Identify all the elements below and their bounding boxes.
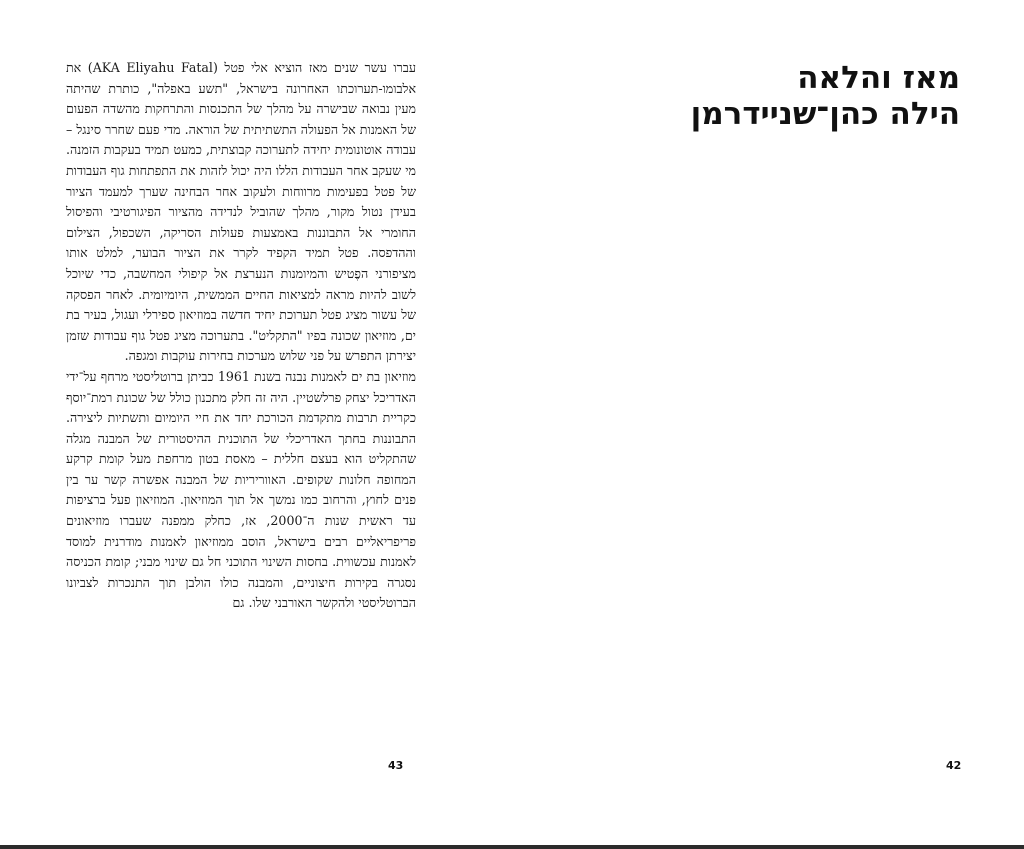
paragraph: עברו עשר שנים מאז הוציא אלי פטל (AKA Eliyahu Fatal) את אלבומו-תערוכתו האחרונה בישראל, "תשע באפלה", כותרת שהיתה מעין נבואה שבישרה על מהלך של התכנסות והתרחקות מהשדה הפעום של האמנות אל הפעולה התשתיתית של הוראה. מדי פעם שחרר סינגל – עבודה אוטונומית יחידה לתערוכה קבוצתית, כמעט תמיד בעקבות הזמנה. מי שעקב אחר העבודות הללו היה יכול לזהות את התפתחות גוף העבודות של פטל בפעימות מרווחות ולעקוב אחר הבחינה שערך למעמד הציור בעידן נטול מקור, מהלך שהוביל לנדידה מהציור הפיגורטיבי והפיסול החומרי אל התבוננות באמצעות פעולות הסריקה, השכפול, הצילום וההדפסה. פטל תמיד הקפיד לקרר את הציור הבוער, למלט אותו מציפורני הפֶטיש והמיומנות הנערצת אל קיפולי המחשבה, כדי שיוכל לשוב להיות מראה למציאות החיים הממשית, היומיומית. לאחר הפסקה של עשור מציג פטל תערוכת יחיד חדשה במוזיאון ספירלי ועגול, בעיר בת ים, מוזיאון שכונה בפיו "התקליט". בתערוכה מציג פטל גוף עבודות שזמן יצירתן התפרש על פני שלוש מערכות בחירות עוקבות ומגפה.: [66, 60, 417, 364]
article-body: [66, 58, 416, 614]
bottom-border: [0, 845, 1024, 849]
page-number-right: 42: [946, 759, 962, 772]
page-number-left: 43: [388, 759, 404, 772]
title-line: מאז והלאה: [797, 60, 960, 96]
left-page: [0, 0, 512, 845]
right-page: [512, 0, 1024, 845]
article-title: [540, 60, 960, 132]
paragraph: מוזיאון בת ים לאמנות נבנה בשנת 1961 כביתן ברוטליסטי מרחף על־ידי האדריכל יצחק פרלשטיין. היה זה חלק מתכנון כולל של שכונת רמת־יוסף כקריית תרבות מתקדמת הכורכת יחד את חיי היומיום ותשתיות ליצירה. התבוננות בחתך האדריכלי של התוכנית ההיסטורית של המבנה מגלה שהתקליט הוא בעצם חללית – מאסת בטון מרחפת מעל קומת קרקע המחופה חלונות שקופים. האווריריות של המבנה אפשרה קשר ער בין פנים לחוץ, והרחוב כמו נמשך אל תוך המוזיאון. המוזיאון פעל ברציפות עד ראשית שנות ה־2000, אז, כחלק ממפנה שעברו מוזיאונים פריפריאליים רבים בישראל, הוסב ממוזיאון לאמנות מודרנית למוסד לאמנות עכשווית. בחסות השינוי התוכני חל גם שינוי מבני; קומת הכניסה נסגרה בקירות חיצוניים, והמבנה כולו הולבן תוך התנכרות לצביונו הברוטליסטי ולהקשר האורבני שלו. גם: [66, 368, 416, 611]
author-line: הילה כהן־שניידרמן: [690, 96, 960, 132]
